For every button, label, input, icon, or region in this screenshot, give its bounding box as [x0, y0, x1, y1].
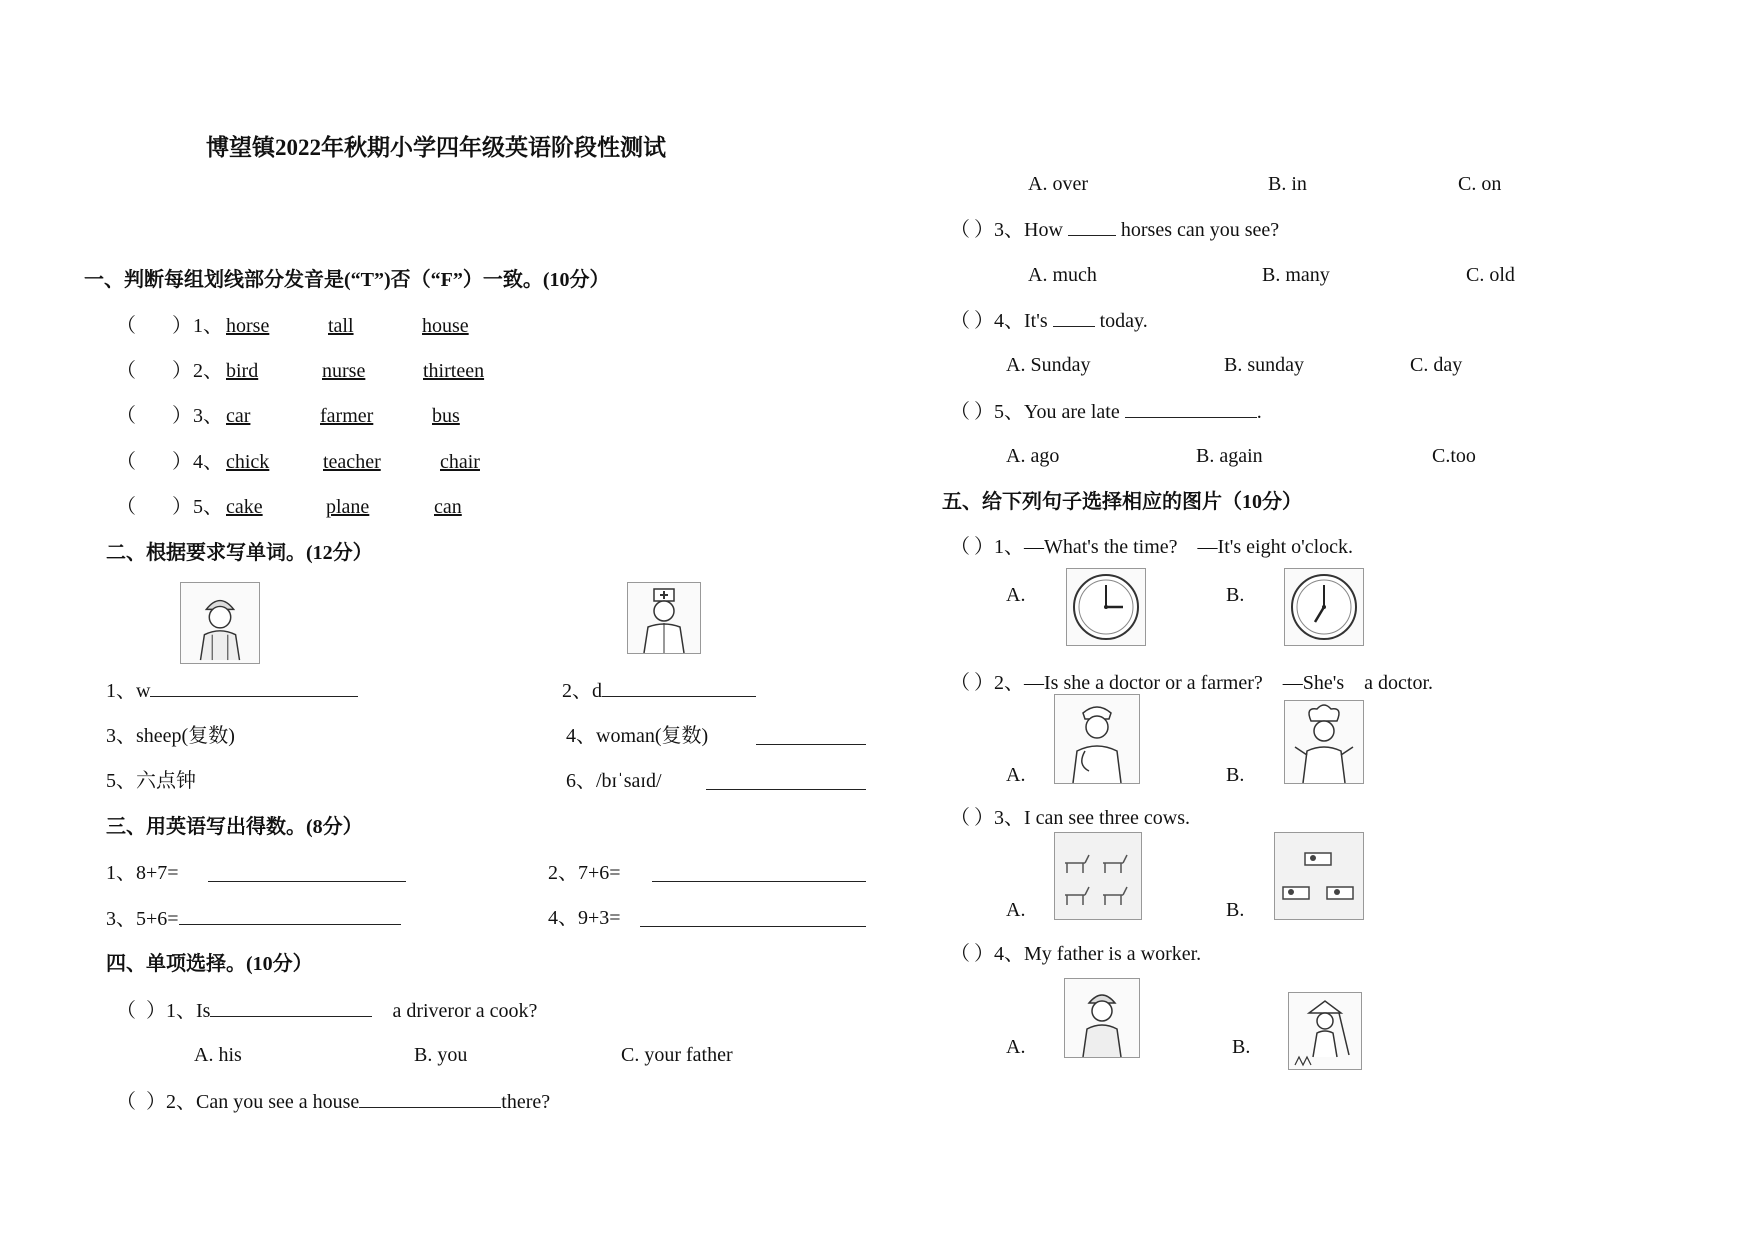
doctor-icon — [628, 583, 700, 653]
answer-paren-close: ） — [974, 310, 994, 332]
sec5-q1-label-a: A. — [1006, 584, 1026, 606]
section-3-heading: 三、用英语写出得数。(8分） — [106, 816, 363, 838]
worker-picture — [180, 582, 260, 664]
answer-paren-close: ） — [974, 807, 994, 829]
word-2: nurse — [322, 360, 366, 382]
sec5-q2-text: 2、—Is she a doctor or a farmer? —She's a doctor. — [994, 672, 1434, 694]
answer-paren-close: ） — [146, 1091, 166, 1113]
sec2-q2-label: 2、d — [562, 680, 602, 702]
farmer-icon — [1289, 993, 1361, 1069]
sec5-q1-label-b: B. — [1226, 584, 1245, 606]
cook-picture — [1284, 700, 1364, 784]
sec3-q2-blank[interactable] — [652, 863, 866, 882]
sec3-q4-label: 4、9+3= — [548, 907, 621, 929]
worker-picture — [1064, 978, 1140, 1058]
answer-paren-close: ） — [172, 315, 192, 337]
sec5-q3-label-b: B. — [1226, 899, 1245, 921]
sec3-q3-blank[interactable] — [179, 906, 401, 925]
question-number: 2、 — [193, 360, 223, 382]
clock-icon — [1067, 569, 1145, 645]
sec3-q4-blank[interactable] — [640, 908, 866, 927]
sec4-q4-option-a: A. Sunday — [1006, 354, 1091, 376]
worker-icon — [1065, 979, 1139, 1057]
question-number: 4、 — [193, 451, 223, 473]
sec4-q5-option-a: A. ago — [1006, 445, 1060, 467]
doctor-icon — [1055, 695, 1139, 783]
answer-paren-close: ） — [974, 401, 994, 423]
answer-paren-open: （ — [950, 310, 970, 332]
sec4-q3-text-a: 3、How — [994, 219, 1063, 241]
sec4-q2-option-c: C. on — [1458, 173, 1502, 195]
answer-paren-open: （ — [116, 1091, 136, 1113]
sec2-q3-label: 3、sheep(复数) — [106, 725, 235, 747]
three-cows-picture — [1274, 832, 1364, 920]
sec3-q1-blank[interactable] — [208, 863, 406, 882]
sec4-q3 — [950, 217, 1279, 242]
four-horses-picture — [1054, 832, 1142, 920]
sec5-q4 — [950, 942, 1201, 966]
word-2: plane — [326, 496, 370, 518]
sec5-q3-label-a: A. — [1006, 899, 1026, 921]
clock-three-picture — [1066, 568, 1146, 646]
word-3: house — [422, 315, 469, 337]
answer-paren-open: （ — [950, 672, 970, 694]
sec4-q5-option-c: C.too — [1432, 445, 1476, 467]
section-2-heading: 二、根据要求写单词。(12分） — [106, 542, 373, 564]
answer-paren-close: ） — [974, 536, 994, 558]
word-2: teacher — [323, 451, 381, 473]
sec3-q1-label: 1、8+7= — [106, 862, 179, 884]
question-number: 5、 — [193, 496, 223, 518]
sec4-q1-option-c: C. your father — [621, 1044, 733, 1066]
answer-paren-open: （ — [116, 496, 136, 518]
sec2-q4-blank[interactable] — [756, 726, 866, 745]
section-5-heading: 五、给下列句子选择相应的图片（10分） — [942, 491, 1302, 513]
sec2-q1 — [106, 678, 358, 703]
sec4-q2-option-b: B. in — [1268, 173, 1307, 195]
sec4-q4-option-c: C. day — [1410, 354, 1463, 376]
word-1: cake — [226, 496, 263, 518]
sec4-q5-text-a: 5、You are late — [994, 401, 1120, 423]
answer-paren-close: ） — [172, 405, 192, 427]
sec2-q2-blank[interactable] — [602, 678, 756, 697]
sec3-q3 — [106, 906, 401, 931]
sec4-q5 — [950, 399, 1262, 424]
sec2-q4-label: 4、woman(复数) — [566, 725, 709, 747]
answer-paren-open: （ — [950, 401, 970, 423]
clock-icon — [1285, 569, 1363, 645]
word-1: horse — [226, 315, 270, 337]
word-3: thirteen — [423, 360, 485, 382]
sec4-q4 — [950, 308, 1148, 333]
question-number: 1、 — [193, 315, 223, 337]
sec5-q4-text: 4、My father is a worker. — [994, 943, 1202, 965]
animals-icon — [1055, 833, 1141, 919]
answer-paren-close: ） — [146, 1000, 166, 1022]
page-title: 博望镇2022年秋期小学四年级英语阶段性测试 — [206, 135, 666, 160]
answer-paren-close: ） — [974, 943, 994, 965]
answer-paren-open: （ — [950, 807, 970, 829]
sec2-q6-blank[interactable] — [706, 771, 866, 790]
answer-paren-open: （ — [950, 219, 970, 241]
answer-paren-open: （ — [950, 536, 970, 558]
sec5-q3-text: 3、I can see three cows. — [994, 807, 1191, 829]
answer-paren-open: （ — [116, 1000, 136, 1022]
sec5-q3 — [950, 806, 1190, 830]
sec2-q2 — [562, 678, 756, 703]
sec4-q2-text-a: 2、Can you see a house — [166, 1091, 360, 1113]
sec4-q5-text-b: . — [1256, 401, 1262, 423]
question-number: 3、 — [193, 405, 223, 427]
sec3-q3-label: 3、5+6= — [106, 908, 179, 930]
sec4-q4-text-a: 4、It's — [994, 310, 1048, 332]
answer-paren-close: ） — [974, 219, 994, 241]
sec4-q3-option-b: B. many — [1262, 264, 1330, 286]
sec5-q4-label-a: A. — [1006, 1036, 1026, 1058]
sec2-q1-blank[interactable] — [150, 678, 358, 697]
sec5-q2-label-a: A. — [1006, 764, 1026, 786]
sec2-q6-label: 6、/bɪˈsaɪd/ — [566, 770, 662, 792]
sec4-q1 — [116, 998, 537, 1023]
answer-paren-close: ） — [172, 496, 192, 518]
sec5-q2 — [950, 671, 1433, 695]
section-4-heading: 四、单项选择。(10分） — [106, 953, 313, 975]
answer-paren-open: （ — [116, 405, 136, 427]
word-1: car — [226, 405, 251, 427]
sec4-q4-blank[interactable] — [1053, 308, 1095, 327]
section-1-heading: 一、判断每组划线部分发音是(“T”)否（“F”）一致。(10分） — [84, 269, 610, 291]
sec2-q5-label: 5、六点钟 — [106, 770, 196, 792]
answer-paren-open: （ — [116, 451, 136, 473]
answer-paren-open: （ — [950, 943, 970, 965]
sec4-q3-option-c: C. old — [1466, 264, 1515, 286]
worker-icon — [181, 583, 259, 663]
sec5-q1 — [950, 535, 1353, 559]
sec4-q3-option-a: A. much — [1028, 264, 1097, 286]
chef-icon — [1285, 701, 1363, 783]
answer-paren-close: ） — [172, 360, 192, 382]
sec4-q1-option-b: B. you — [414, 1044, 468, 1066]
word-3: bus — [432, 405, 460, 427]
sec4-q1-text-a: 1、Is — [166, 1000, 211, 1022]
word-2: farmer — [320, 405, 374, 427]
sec4-q2 — [116, 1089, 550, 1114]
sec4-q2-blank[interactable] — [359, 1089, 501, 1108]
sec4-q5-option-b: B. again — [1196, 445, 1263, 467]
sec5-q1-text: 1、—What's the time? —It's eight o'clock. — [994, 536, 1354, 558]
farmer-picture — [1288, 992, 1362, 1070]
clock-eight-picture — [1284, 568, 1364, 646]
word-3: can — [434, 496, 462, 518]
sec4-q4-text-b: today. — [1099, 310, 1148, 332]
sec4-q2-text-b: there? — [501, 1091, 551, 1113]
sec2-q1-label: 1、w — [106, 680, 151, 702]
nurse-doctor-picture — [1054, 694, 1140, 784]
answer-paren-close: ） — [172, 451, 192, 473]
sec3-q2-label: 2、7+6= — [548, 862, 621, 884]
sec4-q1-blank[interactable] — [210, 998, 372, 1017]
sec4-q3-text-b: horses can you see? — [1120, 219, 1280, 241]
answer-paren-close: ） — [974, 672, 994, 694]
sec4-q1-option-a: A. his — [194, 1044, 242, 1066]
sec5-q2-label-b: B. — [1226, 764, 1245, 786]
word-3: chair — [440, 451, 480, 473]
sec5-q4-label-b: B. — [1232, 1036, 1251, 1058]
doctor-picture — [627, 582, 701, 654]
sec4-q1-text-b: a driveror a cook? — [392, 1000, 538, 1022]
word-1: bird — [226, 360, 259, 382]
sec4-q5-blank[interactable] — [1125, 399, 1257, 418]
sec4-q4-option-b: B. sunday — [1224, 354, 1304, 376]
sec4-q3-blank[interactable] — [1068, 217, 1116, 236]
word-1: chick — [226, 451, 270, 473]
word-2: tall — [328, 315, 354, 337]
cows-icon — [1275, 833, 1363, 919]
sec4-q2-option-a: A. over — [1028, 173, 1088, 195]
answer-paren-open: （ — [116, 315, 136, 337]
answer-paren-open: （ — [116, 360, 136, 382]
